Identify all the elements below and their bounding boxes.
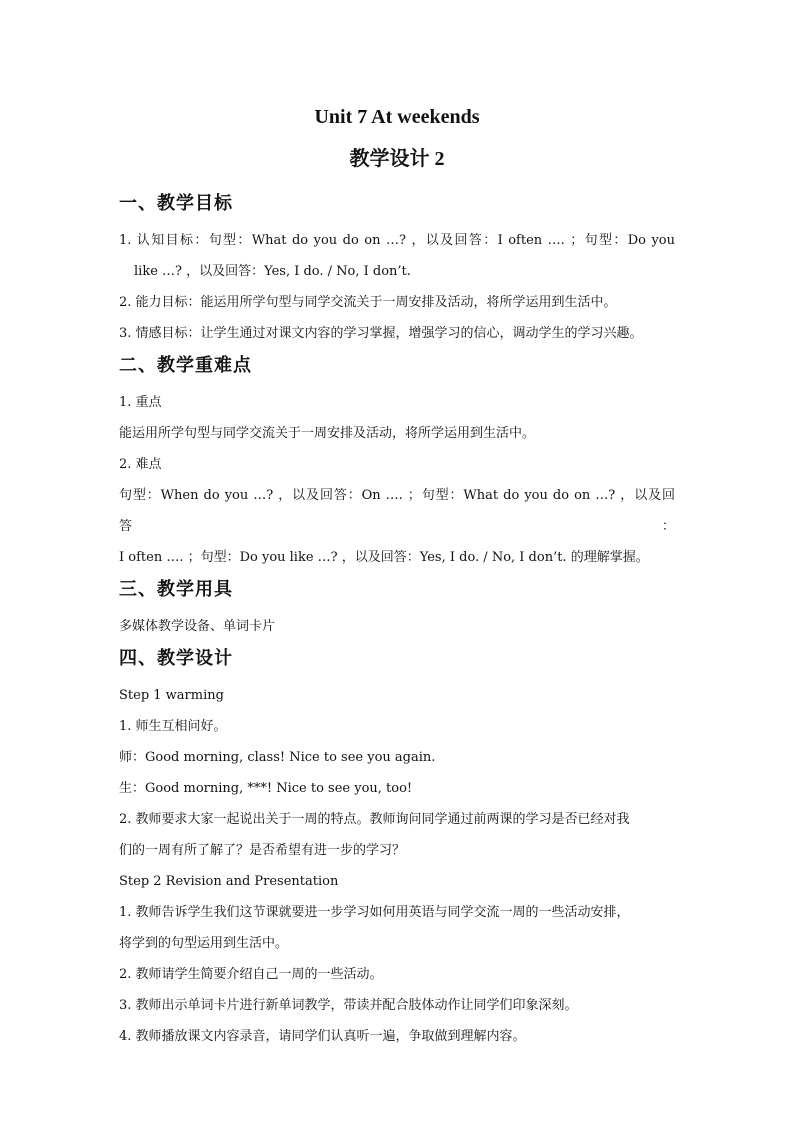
section-teaching-design	[119, 646, 675, 1052]
paragraph-line: 3. 教师出示单词卡片进行新单词教学，带读并配合肢体动作让同学们印象深刻。	[119, 998, 578, 1013]
section-heading: 二、教学重难点	[119, 355, 252, 376]
paragraph-line: 能运用所学句型与同学交流关于一周安排及活动，将所学运用到生活中。	[119, 426, 536, 441]
paragraph-line: like …? ，以及回答：Yes, I do. / No, I don’t.	[134, 264, 411, 279]
paragraph-line: 1. 师生互相问好。	[119, 719, 227, 734]
section-teaching-aids	[119, 577, 675, 642]
paragraph-line: 1. 认知目标：句型：What do you do on …? ，以及回答：I often …. ；句型：Do you	[119, 233, 675, 248]
paragraph-line: 句型：When do you …? ，以及回答：On …. ；句型：What do you do on …? ，以及回答：	[119, 488, 675, 534]
paragraph-line: I often …. ；句型：Do you like …? ，以及回答：Yes, I do. / No, I don’t. 的理解掌握。	[119, 550, 649, 565]
paragraph-line: 2. 能力目标：能运用所学句型与同学交流关于一周安排及活动，将所学运用到生活中。	[119, 295, 617, 310]
paragraph-line: 1. 教师告诉学生我们这节课就要进一步学习如何用英语与同学交流一周的一些活动安排，	[119, 905, 630, 920]
section-objectives	[119, 191, 675, 349]
paragraph-line: 们的一周有所了解了？是否希望有进一步的学习？	[119, 843, 406, 858]
paragraph-line: 生：Good morning, ***! Nice to see you, too!	[119, 781, 413, 796]
paragraph-line: 师：Good morning, class! Nice to see you again.	[119, 750, 436, 765]
section-heading: 一、教学目标	[119, 193, 233, 214]
document-subtitle: 教学设计 2	[349, 148, 445, 170]
paragraph-line: 4. 教师播放课文内容录音，请同学们认真听一遍，争取做到理解内容。	[119, 1029, 526, 1044]
paragraph-line: 2. 教师请学生简要介绍自己一周的一些活动。	[119, 967, 383, 982]
paragraph-line: 2. 教师要求大家一起说出关于一周的特点。教师询问同学通过前两课的学习是否已经对我	[119, 812, 630, 827]
paragraph-line: 2. 难点	[119, 457, 162, 472]
paragraph-line: Step 2 Revision and Presentation	[119, 874, 339, 889]
section-key-points	[119, 353, 675, 573]
paragraph-line: 3. 情感目标：让学生通过对课文内容的学习掌握，增强学习的信心，调动学生的学习兴趣。	[119, 326, 643, 341]
section-heading: 三、教学用具	[119, 579, 233, 600]
paragraph-line: Step 1 warming	[119, 688, 224, 703]
paragraph-line: 1. 重点	[119, 395, 162, 410]
paragraph-line: 多媒体教学设备、单词卡片	[119, 619, 276, 634]
document-title: Unit 7 At weekends	[314, 106, 480, 128]
section-heading: 四、教学设计	[119, 648, 233, 669]
paragraph-line: 将学到的句型运用到生活中。	[119, 936, 289, 951]
